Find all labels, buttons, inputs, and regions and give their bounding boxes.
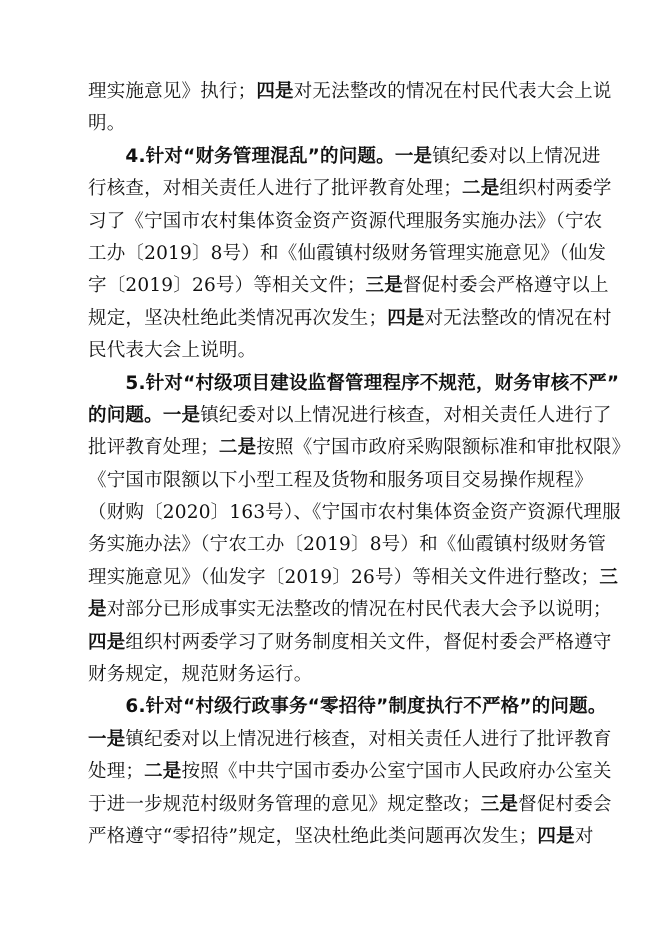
document-page: [88, 76, 631, 853]
body-text: （财购〔2020〕163号）、《宁国市农村集体资金资产资源代理服: [88, 502, 621, 524]
body-text: 对无法整改的情况在村: [424, 307, 612, 329]
text-line: [88, 238, 607, 270]
body-text: 务实施办法》（宁农工办〔2019〕8号）和《仙霞镇村级财务管: [88, 534, 607, 556]
body-text: 规定，坚决杜绝此类情况再次发生；: [88, 307, 388, 329]
body-text: 对无法整改的情况在村民代表大会上说: [293, 81, 612, 102]
bold-text: 4.针对“财务管理混乱”的问题。: [88, 145, 395, 167]
body-text: 按照《中共宁国市委办公室宁国市人民政府办公室关: [181, 761, 612, 783]
text-line: [88, 821, 594, 853]
bold-text: 6.针对“村级行政事务“零招待”制度执行不严格”的问题。: [88, 696, 607, 718]
text-line: [88, 335, 584, 367]
body-text: 镇纪委对以上情况进行核查，对相关责任人进行了批评教育: [125, 728, 612, 750]
bold-text: 四是: [387, 307, 425, 329]
body-text: 镇纪委对以上情况进行核查，对相关责任人进行了: [200, 404, 612, 426]
text-line: [88, 691, 607, 723]
text-line: [88, 141, 601, 173]
text-line: [88, 173, 612, 205]
body-text: 字〔2019〕26号）等相关文件；: [88, 275, 366, 297]
bold-text: 四是: [537, 825, 575, 847]
document-body: [88, 76, 631, 853]
bold-text: 四是: [88, 631, 126, 653]
body-text: 于进一步规范村级财务管理的意见》规定整改；: [88, 793, 481, 815]
body-text: 理实施意见》（仙发字〔2019〕26号）等相关文件进行整改；: [88, 566, 600, 588]
bold-text: 一是: [394, 145, 433, 167]
body-text: 组织村两委学: [499, 178, 612, 200]
text-line: [88, 529, 607, 561]
text-line: [88, 400, 612, 432]
text-line: [88, 789, 612, 821]
text-line: [88, 270, 609, 302]
text-line: [88, 368, 620, 400]
bold-text: 是: [88, 599, 107, 621]
bold-text: 二是: [218, 437, 257, 459]
text-line: [88, 76, 612, 108]
body-text: 严格遵守“零招待”规定，坚决杜绝此类问题再次发生；: [88, 825, 538, 847]
bold-text: 二是: [144, 761, 182, 783]
text-line: [88, 627, 612, 659]
text-line: [88, 497, 621, 529]
text-line: [88, 724, 612, 756]
text-line: [88, 206, 603, 238]
body-text: 督促村委会严格遵守以上: [402, 275, 609, 297]
body-text: 批评教育处理；: [88, 437, 219, 459]
body-text: 行核查，对相关责任人进行了批评教育处理；: [88, 178, 463, 200]
text-line: [88, 108, 584, 140]
bold-text: 5.针对“村级项目建设监督管理程序不规范，财务审核不严”: [88, 372, 620, 394]
body-text: 对部分已形成事实无法整改的情况在村民代表大会予以说明；: [106, 599, 612, 621]
body-text: 按照《宁国市政府采购限额标准和审批权限》: [256, 437, 631, 459]
bold-text: 一是: [88, 728, 126, 750]
body-text: 处理；: [88, 761, 145, 783]
bold-text: 的问题。: [88, 404, 163, 426]
body-text: 民代表大会上说明。: [88, 340, 257, 362]
body-text: 工办〔2019〕8号）和《仙霞镇村级财务管理实施意见》（仙发: [88, 242, 607, 264]
bold-text: 三: [599, 566, 619, 588]
body-text: 理实施意见》执行；: [88, 81, 257, 102]
text-line: [88, 594, 612, 626]
bold-text: 三是: [365, 275, 403, 297]
body-text: 镇纪委对以上情况进: [432, 145, 601, 167]
bold-text: 一是: [162, 404, 201, 426]
bold-text: 四是: [256, 81, 294, 102]
text-line: [88, 756, 612, 788]
text-line: [88, 432, 631, 464]
body-text: 督促村委会: [518, 793, 612, 815]
body-text: 组织村两委学习了财务制度相关文件，督促村委会严格遵守: [125, 631, 612, 653]
text-line: [88, 562, 619, 594]
text-line: [88, 465, 593, 497]
body-text: 明。: [88, 113, 126, 135]
body-text: 对: [574, 825, 594, 847]
text-line: [88, 303, 612, 335]
body-text: 《宁国市限额以下小型工程及货物和服务项目交易操作规程》: [88, 469, 593, 491]
text-line: [88, 659, 584, 691]
body-text: 财务规定，规范财务运行。: [88, 664, 313, 686]
bold-text: 三是: [480, 793, 519, 815]
body-text: 习了《宁国市农村集体资金资产资源代理服务实施办法》（宁农: [88, 210, 603, 232]
bold-text: 二是: [462, 178, 500, 200]
